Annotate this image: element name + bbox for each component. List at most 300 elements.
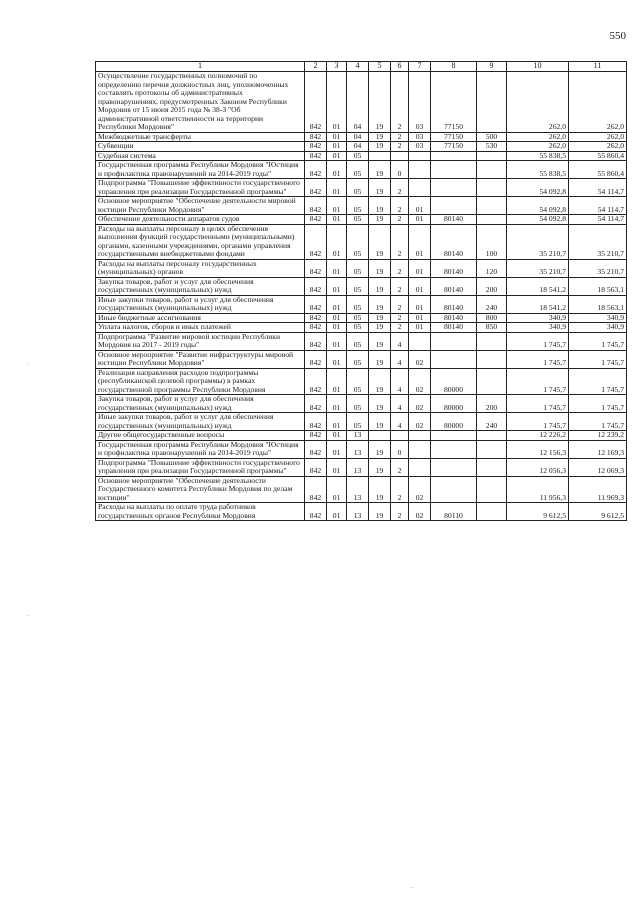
table-row bbox=[96, 440, 627, 458]
program-cell: 19 bbox=[369, 215, 391, 225]
row-name-cell: Основное мероприятие "Развитие инфраструктуры мировой юстиции Республики Мордовия" bbox=[96, 350, 305, 368]
expense-type-cell: 530 bbox=[477, 142, 507, 152]
subprogram-cell: 2 bbox=[391, 224, 409, 259]
program-cell: 19 bbox=[369, 476, 391, 503]
subsection-cell: 05 bbox=[347, 215, 369, 225]
expense-type-cell bbox=[477, 161, 507, 179]
table-row bbox=[96, 215, 627, 225]
grbs-cell: 842 bbox=[305, 431, 327, 441]
grbs-cell: 842 bbox=[305, 440, 327, 458]
section-cell: 01 bbox=[327, 179, 347, 197]
subprogram-cell: 4 bbox=[391, 350, 409, 368]
subsection-cell: 05 bbox=[347, 323, 369, 333]
direction-cell: 80000 bbox=[431, 368, 477, 395]
section-cell: 01 bbox=[327, 161, 347, 179]
section-cell: 01 bbox=[327, 224, 347, 259]
grbs-cell: 842 bbox=[305, 132, 327, 142]
activity-cell: 01 bbox=[409, 295, 431, 313]
subsection-cell: 04 bbox=[347, 132, 369, 142]
table-row bbox=[96, 161, 627, 179]
table-row bbox=[96, 323, 627, 333]
row-name-cell: Расходы на выплаты персоналу в целях обеспечения выполнения функций государственными (муниципальными) органами, казенными учреждениями, органами управления государственными внебюджетными фондами bbox=[96, 224, 305, 259]
row-name-cell: Межбюджетные трансферты bbox=[96, 132, 305, 142]
activity-cell: 02 bbox=[409, 368, 431, 395]
subprogram-cell: 4 bbox=[391, 332, 409, 350]
table-row bbox=[96, 197, 627, 215]
table-row bbox=[96, 179, 627, 197]
grbs-cell: 842 bbox=[305, 323, 327, 333]
table-row bbox=[96, 431, 627, 441]
amount-2019-cell: 340,9 bbox=[569, 323, 627, 333]
subsection-cell: 05 bbox=[347, 350, 369, 368]
expense-type-cell bbox=[477, 72, 507, 133]
activity-cell: 01 bbox=[409, 197, 431, 215]
subprogram-cell: 2 bbox=[391, 215, 409, 225]
grbs-cell: 842 bbox=[305, 197, 327, 215]
amount-2019-cell: 54 114,7 bbox=[569, 197, 627, 215]
amount-2018-cell: 1 745,7 bbox=[507, 395, 569, 413]
amount-2018-cell: 54 092,8 bbox=[507, 215, 569, 225]
section-cell: 01 bbox=[327, 440, 347, 458]
subsection-cell: 05 bbox=[347, 179, 369, 197]
subprogram-cell: 4 bbox=[391, 395, 409, 413]
activity-cell: 01 bbox=[409, 224, 431, 259]
grbs-cell: 842 bbox=[305, 224, 327, 259]
subprogram-cell: 2 bbox=[391, 476, 409, 503]
program-cell: 19 bbox=[369, 179, 391, 197]
section-cell: 01 bbox=[327, 215, 347, 225]
row-name-cell: Расходы на выплаты по оплате труда работников государственных органов Республики Мордовия bbox=[96, 503, 305, 521]
amount-2019-cell: 1 745,7 bbox=[569, 395, 627, 413]
grbs-cell: 842 bbox=[305, 151, 327, 161]
scan-mark: ·· bbox=[410, 884, 415, 892]
subprogram-cell: 4 bbox=[391, 368, 409, 395]
activity-cell bbox=[409, 458, 431, 476]
grbs-cell: 842 bbox=[305, 215, 327, 225]
program-cell: 19 bbox=[369, 395, 391, 413]
subprogram-cell: 2 bbox=[391, 458, 409, 476]
section-cell: 01 bbox=[327, 368, 347, 395]
direction-cell: 80000 bbox=[431, 395, 477, 413]
subprogram-cell bbox=[391, 151, 409, 161]
grbs-cell: 842 bbox=[305, 413, 327, 431]
row-name-cell: Реализация направления расходов подпрограммы (республиканской целевой программы) в рамках государственной программы Республики Мордовия bbox=[96, 368, 305, 395]
subprogram-cell bbox=[391, 431, 409, 441]
program-cell: 19 bbox=[369, 277, 391, 295]
direction-cell: 80000 bbox=[431, 413, 477, 431]
subprogram-cell: 2 bbox=[391, 179, 409, 197]
budget-table bbox=[95, 61, 627, 521]
activity-cell bbox=[409, 332, 431, 350]
grbs-cell: 842 bbox=[305, 458, 327, 476]
amount-2019-cell: 35 210,7 bbox=[569, 224, 627, 259]
table-row bbox=[96, 350, 627, 368]
amount-2018-cell: 55 838,5 bbox=[507, 151, 569, 161]
subsection-cell: 05 bbox=[347, 313, 369, 323]
amount-2019-cell: 12 169,3 bbox=[569, 440, 627, 458]
subprogram-cell: 2 bbox=[391, 323, 409, 333]
program-cell: 19 bbox=[369, 413, 391, 431]
row-name-cell: Уплата налогов, сборов и иных платежей bbox=[96, 323, 305, 333]
direction-cell: 80140 bbox=[431, 259, 477, 277]
section-cell: 01 bbox=[327, 295, 347, 313]
subprogram-cell: 2 bbox=[391, 132, 409, 142]
table-row bbox=[96, 332, 627, 350]
direction-cell bbox=[431, 197, 477, 215]
direction-cell bbox=[431, 350, 477, 368]
expense-type-cell bbox=[477, 179, 507, 197]
expense-type-cell: 850 bbox=[477, 323, 507, 333]
activity-cell: 02 bbox=[409, 395, 431, 413]
program-cell: 19 bbox=[369, 161, 391, 179]
header-cell: 6 bbox=[391, 62, 409, 72]
expense-type-cell bbox=[477, 458, 507, 476]
subsection-cell: 05 bbox=[347, 368, 369, 395]
subsection-cell: 05 bbox=[347, 259, 369, 277]
header-cell: 3 bbox=[327, 62, 347, 72]
row-name-cell: Обеспечение деятельности аппаратов судов bbox=[96, 215, 305, 225]
amount-2019-cell: 1 745,7 bbox=[569, 350, 627, 368]
expense-type-cell bbox=[477, 151, 507, 161]
program-cell: 19 bbox=[369, 458, 391, 476]
program-cell: 19 bbox=[369, 440, 391, 458]
direction-cell bbox=[431, 458, 477, 476]
subprogram-cell: 2 bbox=[391, 503, 409, 521]
activity-cell bbox=[409, 431, 431, 441]
expense-type-cell bbox=[477, 503, 507, 521]
program-cell: 19 bbox=[369, 350, 391, 368]
table-row bbox=[96, 277, 627, 295]
activity-cell: 01 bbox=[409, 215, 431, 225]
amount-2019-cell: 55 860,4 bbox=[569, 161, 627, 179]
activity-cell: 02 bbox=[409, 503, 431, 521]
grbs-cell: 842 bbox=[305, 368, 327, 395]
row-name-cell: Подпрограмма "Повышение эффективности государственного управления при реализации Государственной программы" bbox=[96, 179, 305, 197]
table-row bbox=[96, 313, 627, 323]
amount-2018-cell: 55 838,5 bbox=[507, 161, 569, 179]
amount-2019-cell: 12 239,2 bbox=[569, 431, 627, 441]
direction-cell: 80110 bbox=[431, 503, 477, 521]
program-cell: 19 bbox=[369, 224, 391, 259]
direction-cell: 77150 bbox=[431, 72, 477, 133]
activity-cell: 01 bbox=[409, 259, 431, 277]
amount-2019-cell: 55 860,4 bbox=[569, 151, 627, 161]
scan-mark: · bbox=[27, 360, 30, 368]
header-cell: 1 bbox=[96, 62, 305, 72]
direction-cell bbox=[431, 431, 477, 441]
section-cell: 01 bbox=[327, 503, 347, 521]
activity-cell: 01 bbox=[409, 323, 431, 333]
expense-type-cell: 100 bbox=[477, 224, 507, 259]
expense-type-cell bbox=[477, 332, 507, 350]
amount-2019-cell: 9 612,5 bbox=[569, 503, 627, 521]
amount-2018-cell: 262,0 bbox=[507, 72, 569, 133]
table-row bbox=[96, 151, 627, 161]
program-cell: 19 bbox=[369, 72, 391, 133]
row-name-cell: Другие общегосударственные вопросы bbox=[96, 431, 305, 441]
header-cell: 2 bbox=[305, 62, 327, 72]
expense-type-cell: 240 bbox=[477, 413, 507, 431]
activity-cell: 02 bbox=[409, 413, 431, 431]
subsection-cell: 05 bbox=[347, 224, 369, 259]
section-cell: 01 bbox=[327, 72, 347, 133]
table-row bbox=[96, 295, 627, 313]
amount-2019-cell: 1 745,7 bbox=[569, 368, 627, 395]
expense-type-cell: 500 bbox=[477, 132, 507, 142]
row-name-cell: Закупка товаров, работ и услуг для обеспечения государственных (муниципальных) нужд bbox=[96, 277, 305, 295]
expense-type-cell bbox=[477, 368, 507, 395]
subsection-cell: 05 bbox=[347, 395, 369, 413]
direction-cell: 80140 bbox=[431, 277, 477, 295]
amount-2018-cell: 18 541,2 bbox=[507, 295, 569, 313]
table-row bbox=[96, 132, 627, 142]
header-cell: 8 bbox=[431, 62, 477, 72]
subsection-cell: 13 bbox=[347, 458, 369, 476]
activity-cell: 02 bbox=[409, 350, 431, 368]
amount-2018-cell: 12 156,3 bbox=[507, 440, 569, 458]
activity-cell bbox=[409, 440, 431, 458]
grbs-cell: 842 bbox=[305, 332, 327, 350]
subprogram-cell: 2 bbox=[391, 259, 409, 277]
row-name-cell: Основное мероприятие "Обеспечение деятельности Государственного комитета Республики Мордовия по делам юстиции" bbox=[96, 476, 305, 503]
subsection-cell: 13 bbox=[347, 431, 369, 441]
section-cell: 01 bbox=[327, 142, 347, 152]
expense-type-cell bbox=[477, 440, 507, 458]
amount-2018-cell: 12 226,2 bbox=[507, 431, 569, 441]
expense-type-cell bbox=[477, 350, 507, 368]
direction-cell: 80140 bbox=[431, 295, 477, 313]
grbs-cell: 842 bbox=[305, 350, 327, 368]
amount-2019-cell: 35 210,7 bbox=[569, 259, 627, 277]
section-cell: 01 bbox=[327, 476, 347, 503]
budget-table-body bbox=[96, 62, 627, 521]
section-cell: 01 bbox=[327, 413, 347, 431]
grbs-cell: 842 bbox=[305, 476, 327, 503]
row-name-cell: Судебная система bbox=[96, 151, 305, 161]
subsection-cell: 05 bbox=[347, 413, 369, 431]
amount-2018-cell: 262,0 bbox=[507, 142, 569, 152]
amount-2019-cell: 1 745,7 bbox=[569, 332, 627, 350]
table-header-row bbox=[96, 62, 627, 72]
activity-cell bbox=[409, 151, 431, 161]
subsection-cell: 13 bbox=[347, 476, 369, 503]
section-cell: 01 bbox=[327, 395, 347, 413]
header-cell: 10 bbox=[507, 62, 569, 72]
amount-2019-cell: 340,9 bbox=[569, 313, 627, 323]
page-number: 550 bbox=[609, 30, 626, 42]
grbs-cell: 842 bbox=[305, 295, 327, 313]
direction-cell bbox=[431, 161, 477, 179]
program-cell: 19 bbox=[369, 132, 391, 142]
row-name-cell: Иные бюджетные ассигнования bbox=[96, 313, 305, 323]
activity-cell: 03 bbox=[409, 132, 431, 142]
program-cell: 19 bbox=[369, 323, 391, 333]
direction-cell: 77150 bbox=[431, 132, 477, 142]
program-cell: 19 bbox=[369, 313, 391, 323]
grbs-cell: 842 bbox=[305, 259, 327, 277]
table-row bbox=[96, 395, 627, 413]
expense-type-cell: 240 bbox=[477, 295, 507, 313]
table-row bbox=[96, 476, 627, 503]
table-row bbox=[96, 503, 627, 521]
row-name-cell: Основное мероприятие "Обеспечение деятельности мировой юстиции Республики Мордовия" bbox=[96, 197, 305, 215]
expense-type-cell bbox=[477, 476, 507, 503]
subprogram-cell: 2 bbox=[391, 197, 409, 215]
subsection-cell: 05 bbox=[347, 332, 369, 350]
activity-cell: 01 bbox=[409, 313, 431, 323]
amount-2018-cell: 1 745,7 bbox=[507, 350, 569, 368]
activity-cell: 03 bbox=[409, 72, 431, 133]
subsection-cell: 05 bbox=[347, 197, 369, 215]
header-cell: 5 bbox=[369, 62, 391, 72]
amount-2018-cell: 1 745,7 bbox=[507, 368, 569, 395]
subsection-cell: 13 bbox=[347, 440, 369, 458]
grbs-cell: 842 bbox=[305, 395, 327, 413]
row-name-cell: Иные закупки товаров, работ и услуг для обеспечения государственных (муниципальных) нужд bbox=[96, 413, 305, 431]
subsection-cell: 04 bbox=[347, 142, 369, 152]
expense-type-cell: 120 bbox=[477, 259, 507, 277]
section-cell: 01 bbox=[327, 197, 347, 215]
amount-2019-cell: 11 969,3 bbox=[569, 476, 627, 503]
subprogram-cell: 4 bbox=[391, 413, 409, 431]
amount-2018-cell: 54 092,8 bbox=[507, 197, 569, 215]
row-name-cell: Расходы на выплаты персоналу государственных (муниципальных) органов bbox=[96, 259, 305, 277]
table-row bbox=[96, 413, 627, 431]
section-cell: 01 bbox=[327, 332, 347, 350]
grbs-cell: 842 bbox=[305, 277, 327, 295]
amount-2018-cell: 340,9 bbox=[507, 323, 569, 333]
amount-2019-cell: 1 745,7 bbox=[569, 413, 627, 431]
table-row bbox=[96, 72, 627, 133]
amount-2019-cell: 262,0 bbox=[569, 132, 627, 142]
table-row bbox=[96, 259, 627, 277]
header-cell: 11 bbox=[569, 62, 627, 72]
activity-cell: 01 bbox=[409, 277, 431, 295]
grbs-cell: 842 bbox=[305, 72, 327, 133]
header-cell: 9 bbox=[477, 62, 507, 72]
section-cell: 01 bbox=[327, 151, 347, 161]
subprogram-cell: 0 bbox=[391, 161, 409, 179]
grbs-cell: 842 bbox=[305, 142, 327, 152]
direction-cell: 77150 bbox=[431, 142, 477, 152]
row-name-cell: Подпрограмма "Повышение эффективности государственного управления при реализации Государственной программы" bbox=[96, 458, 305, 476]
header-cell: 7 bbox=[409, 62, 431, 72]
grbs-cell: 842 bbox=[305, 179, 327, 197]
activity-cell: 02 bbox=[409, 476, 431, 503]
section-cell: 01 bbox=[327, 323, 347, 333]
expense-type-cell bbox=[477, 215, 507, 225]
subsection-cell: 05 bbox=[347, 277, 369, 295]
subsection-cell: 05 bbox=[347, 295, 369, 313]
subprogram-cell: 2 bbox=[391, 72, 409, 133]
row-name-cell: Государственная программа Республики Мордовия "Юстиция и профилактика правонарушений на 2014-2019 годы" bbox=[96, 161, 305, 179]
section-cell: 01 bbox=[327, 350, 347, 368]
expense-type-cell: 800 bbox=[477, 313, 507, 323]
direction-cell bbox=[431, 332, 477, 350]
program-cell: 19 bbox=[369, 503, 391, 521]
amount-2019-cell: 54 114,7 bbox=[569, 179, 627, 197]
amount-2018-cell: 11 956,3 bbox=[507, 476, 569, 503]
section-cell: 01 bbox=[327, 132, 347, 142]
subprogram-cell: 2 bbox=[391, 313, 409, 323]
amount-2018-cell: 12 056,3 bbox=[507, 458, 569, 476]
subsection-cell: 05 bbox=[347, 161, 369, 179]
section-cell: 01 bbox=[327, 431, 347, 441]
grbs-cell: 842 bbox=[305, 313, 327, 323]
subprogram-cell: 2 bbox=[391, 295, 409, 313]
direction-cell bbox=[431, 179, 477, 197]
grbs-cell: 842 bbox=[305, 161, 327, 179]
subprogram-cell: 0 bbox=[391, 440, 409, 458]
grbs-cell: 842 bbox=[305, 503, 327, 521]
row-name-cell: Иные закупки товаров, работ и услуг для обеспечения государственных (муниципальных) нужд bbox=[96, 295, 305, 313]
amount-2019-cell: 18 563,1 bbox=[569, 277, 627, 295]
subprogram-cell: 2 bbox=[391, 277, 409, 295]
program-cell bbox=[369, 431, 391, 441]
direction-cell bbox=[431, 151, 477, 161]
amount-2019-cell: 262,0 bbox=[569, 72, 627, 133]
subsection-cell: 04 bbox=[347, 72, 369, 133]
subsection-cell: 05 bbox=[347, 151, 369, 161]
direction-cell: 80140 bbox=[431, 224, 477, 259]
subsection-cell: 13 bbox=[347, 503, 369, 521]
amount-2018-cell: 1 745,7 bbox=[507, 413, 569, 431]
program-cell: 19 bbox=[369, 259, 391, 277]
header-cell: 4 bbox=[347, 62, 369, 72]
scan-mark: · bbox=[27, 612, 30, 620]
program-cell: 19 bbox=[369, 142, 391, 152]
amount-2018-cell: 340,9 bbox=[507, 313, 569, 323]
activity-cell bbox=[409, 161, 431, 179]
table-row bbox=[96, 224, 627, 259]
amount-2018-cell: 1 745,7 bbox=[507, 332, 569, 350]
program-cell: 19 bbox=[369, 332, 391, 350]
section-cell: 01 bbox=[327, 458, 347, 476]
program-cell: 19 bbox=[369, 368, 391, 395]
table-row bbox=[96, 458, 627, 476]
amount-2019-cell: 18 563,1 bbox=[569, 295, 627, 313]
row-name-cell: Закупка товаров, работ и услуг для обеспечения государственных (муниципальных) нужд bbox=[96, 395, 305, 413]
row-name-cell: Подпрограмма "Развитие мировой юстиции Республики Мордовия на 2017 - 2019 годы" bbox=[96, 332, 305, 350]
amount-2019-cell: 262,0 bbox=[569, 142, 627, 152]
amount-2019-cell: 54 114,7 bbox=[569, 215, 627, 225]
program-cell: 19 bbox=[369, 295, 391, 313]
amount-2018-cell: 262,0 bbox=[507, 132, 569, 142]
activity-cell: 03 bbox=[409, 142, 431, 152]
section-cell: 01 bbox=[327, 277, 347, 295]
expense-type-cell: 200 bbox=[477, 395, 507, 413]
direction-cell: 80140 bbox=[431, 215, 477, 225]
table-row bbox=[96, 368, 627, 395]
direction-cell bbox=[431, 440, 477, 458]
amount-2019-cell: 12 069,3 bbox=[569, 458, 627, 476]
row-name-cell: Субвенции bbox=[96, 142, 305, 152]
row-name-cell: Осуществление государственных полномочий по определению перечня должностных лиц, уполномоченных составлять протоколы об административных правонарушениях, предусмотренных Законом Республики Мордовия от 15 июня 2015 года № 38-З "Об административной ответственности на территории Республики Мордовия" bbox=[96, 72, 305, 133]
program-cell bbox=[369, 151, 391, 161]
expense-type-cell bbox=[477, 431, 507, 441]
program-cell: 19 bbox=[369, 197, 391, 215]
activity-cell bbox=[409, 179, 431, 197]
subprogram-cell: 2 bbox=[391, 142, 409, 152]
amount-2018-cell: 54 092,8 bbox=[507, 179, 569, 197]
direction-cell: 80140 bbox=[431, 313, 477, 323]
amount-2018-cell: 35 210,7 bbox=[507, 259, 569, 277]
row-name-cell: Государственная программа Республики Мордовия "Юстиция и профилактика правонарушений на 2014-2019 годы" bbox=[96, 440, 305, 458]
direction-cell: 80140 bbox=[431, 323, 477, 333]
direction-cell bbox=[431, 476, 477, 503]
section-cell: 01 bbox=[327, 259, 347, 277]
section-cell: 01 bbox=[327, 313, 347, 323]
